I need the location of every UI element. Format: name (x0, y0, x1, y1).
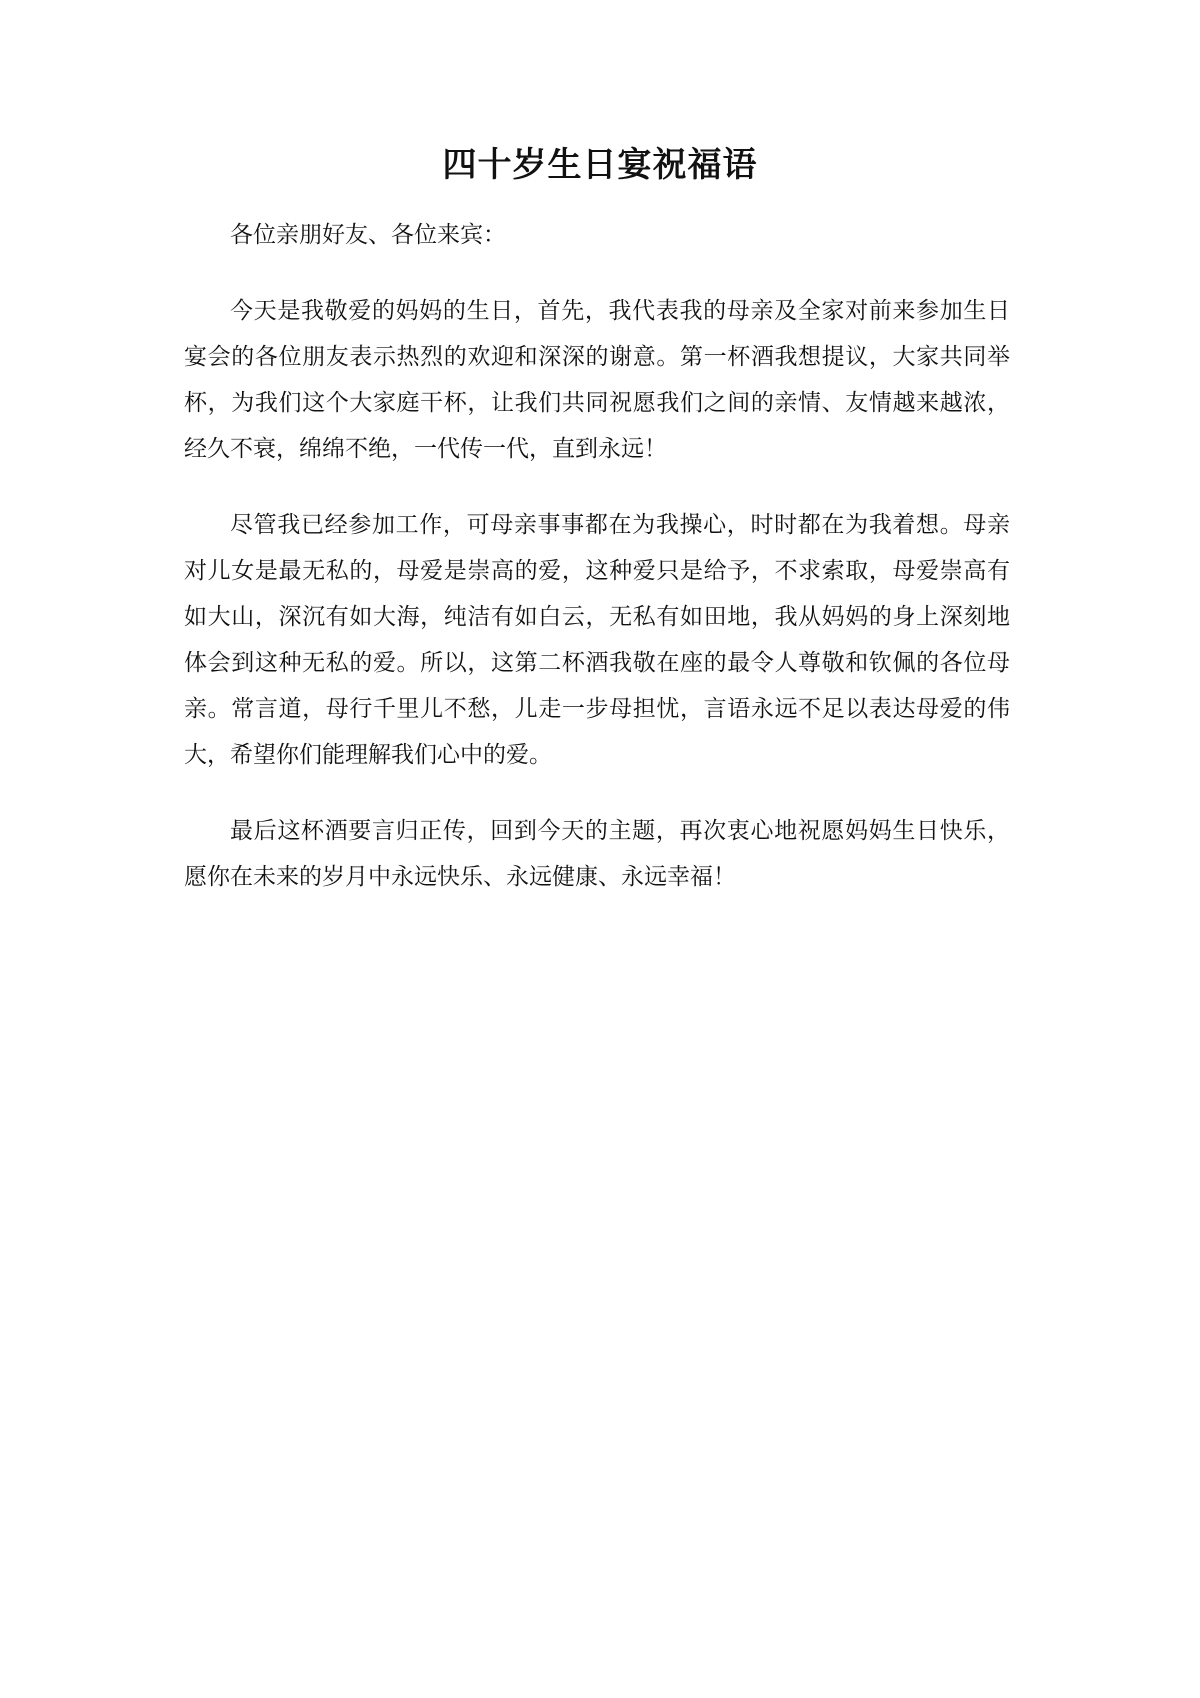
document-title: 四十岁生日宴祝福语 (442, 145, 758, 185)
document-body (184, 212, 1010, 900)
paragraph-2: 尽管我已经参加工作，可母亲事事都在为我操心，时时都在为我着想。母亲对儿女是最无私的，母爱是崇高的爱，这种爱只是给予，不求索取，母爱崇高有如大山，深沉有如大海，纯洁有如白云，无私有如田地，我从妈妈的身上深刻地体会到这种无私的爱。所以，这第二杯酒我敬在座的最令人尊敬和钦佩的各位母亲。常言道，母行千里儿不愁，儿走一步母担忧，言语永远不足以表达母爱的伟大，希望你们能理解我们心中的爱。 (184, 512, 1010, 768)
paragraph-3: 最后这杯酒要言归正传，回到今天的主题，再次衷心地祝愿妈妈生日快乐，愿你在未来的岁月中永远快乐、永远健康、永远幸福！ (184, 818, 1010, 890)
salutation: 各位亲朋好友、各位来宾： (230, 222, 506, 248)
paragraph-1: 今天是我敬爱的妈妈的生日，首先，我代表我的母亲及全家对前来参加生日宴会的各位朋友表示热烈的欢迎和深深的谢意。第一杯酒我想提议，大家共同举杯，为我们这个大家庭干杯，让我们共同祝愿我们之间的亲情、友情越来越浓，经久不衰，绵绵不绝，一代传一代，直到永远！ (184, 298, 1010, 462)
